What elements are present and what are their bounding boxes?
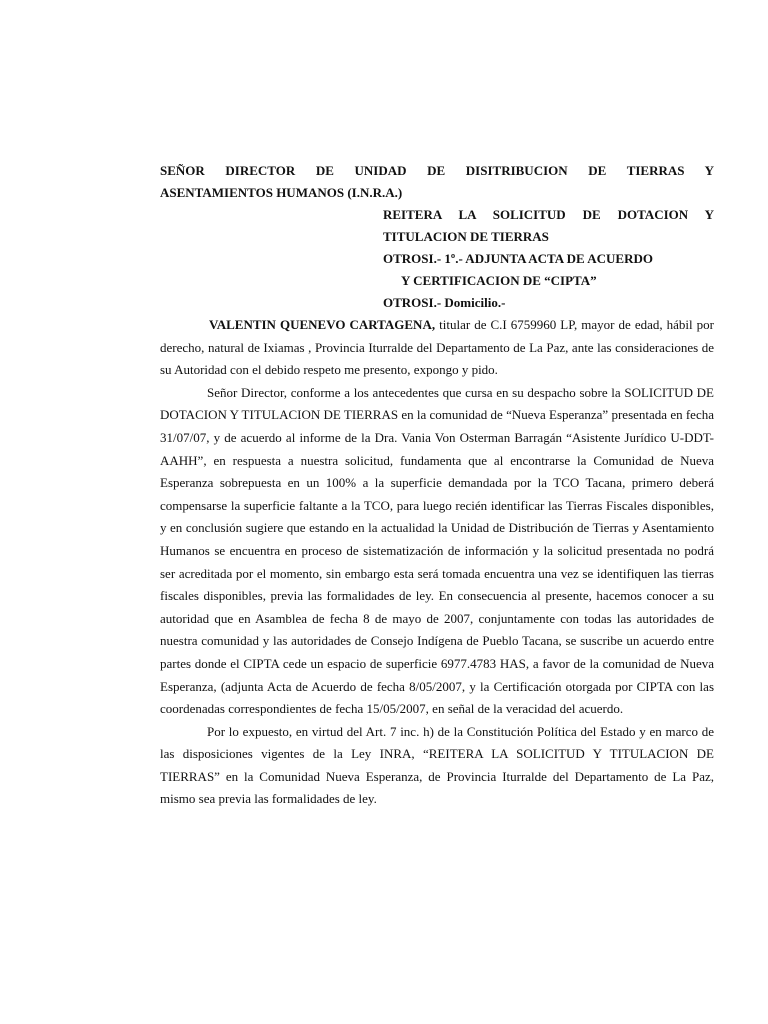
paragraph-introduction-text: titular de C.I 6759960 LP, mayor de edad, hábil por derecho, natural de Ixiamas , Provincia Iturralde del Departamento de La Paz, ante las consideraciones de su Autoridad con el debido respeto me presento, expongo y pido. — [160, 317, 715, 378]
addressee-line-1: SEÑOR DIRECTOR DE UNIDAD DE DISITRIBUCION DE TIERRAS Y — [160, 163, 714, 178]
paragraph-petition: Por lo expuesto, en virtud del Art. 7 inc. h) de la Constitución Política del Estado y en marco de las disposiciones vigentes de la Ley INRA, “REITERA LA SOLICITUD Y TITULACION DE TIERRAS” en la Comunidad Nueva Esperanza, de Provincia Iturralde del Departamento de La Paz, mismo sea previa las formalidades de ley. — [160, 723, 714, 807]
otrosi-line-1: OTROSI.- 1º.- ADJUNTA ACTA DE ACUERDO — [383, 251, 653, 266]
document-page — [160, 160, 714, 811]
subject-line-1: REITERA LA SOLICITUD DE DOTACION Y — [383, 207, 714, 222]
subject-line-2: TITULACION DE TIERRAS — [383, 229, 549, 244]
otrosi-domicilio: OTROSI.- Domicilio.- — [383, 295, 506, 310]
paragraph-introduction — [160, 314, 714, 382]
paragraph-antecedents: Señor Director, conforme a los antecedentes que cursa en su despacho sobre la SOLICITUD DE DOTACION Y TITULACION DE TIERRAS en la comunidad de “Nueva Esperanza” presentada en fecha 31/07/07, y de acuerdo al informe de la Dra. Vania Von Osterman Barragán “Asistente Jurídico U-DDT-AAHH”, en respuesta a nuestra solicitud, fundamenta que al encontrarse la Comunidad de Nueva Esperanza sobrepuesta en un 100% a la superficie demandada por la TCO Tacana, primero deberá compensarse la superficie faltante a la TCO, para luego recién identificar las Tierras Fiscales disponibles, y en conclusión sugiere que estando en la actualidad la Unidad de Distribución de Tierras y Asentamiento Humanos se encuentra en proceso de sistematización de información y la solicitud presentada no podrá ser acreditada por el momento, sin embargo esta será tomada encuentra una vez se identifiquen las tierras fiscales disponibles, previa las formalidades de ley. En consecuencia al presente, hacemos conocer a su autoridad que en Asamblea de fecha 8 de mayo de 2007, conjuntamente con todas las autoridades de nuestra comunidad y las autoridades de Consejo Indígena de Pueblo Tacana, se suscribe un acuerdo entre partes donde el CIPTA cede un espacio de superficie 6977.4783 HAS, a favor de la comunidad de Nueva Esperanza, (adjunta Acta de Acuerdo de fecha 8/05/2007, y la Certificación otorgada por CIPTA con las coordenadas correspondientes de fecha 15/05/2007, en señal de la veracidad del acuerdo. — [160, 384, 714, 717]
petitioner-name: VALENTIN QUENEVO CARTAGENA, — [209, 317, 436, 332]
addressee-line-2: ASENTAMIENTOS HUMANOS (I.N.R.A.) — [160, 185, 403, 200]
otrosi-line-2: Y CERTIFICACION DE “CIPTA” — [401, 273, 597, 288]
